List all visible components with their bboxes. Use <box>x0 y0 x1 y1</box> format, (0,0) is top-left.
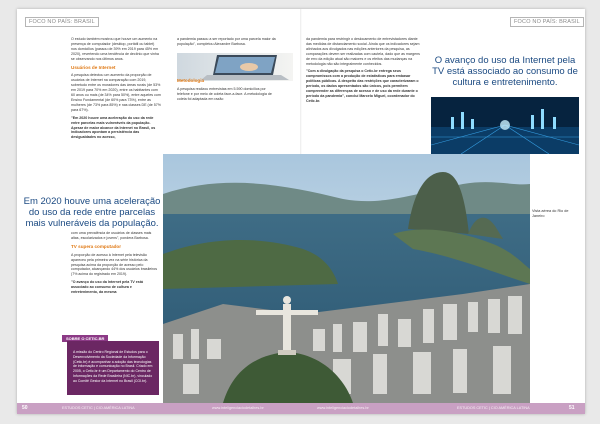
right-pull-quote: O avanço do uso da Internet pela TV está associado ao consumo de cultura e entretenimento. <box>432 55 578 88</box>
left-footer-url: www.inteligenciaciodetalhes.br <box>212 406 264 410</box>
col3-quote-paragraph: "Com a divulgação da pesquisa o Cetic.br entrega seus compromissos com a produção de estatísticas para embasar políticas públicas. A despeito das restrições que caracterizaram o período, os dados apresentados são únicos, pois permitem compreender as diferenças de acesso e de uso da rede durante o período da pandemia", concluí Marcelo Miguel, coordenador do Cetic.br. <box>306 69 419 103</box>
left-page-number: 50 <box>22 405 28 411</box>
right-footer-publication: ESTUDOS CETIC | CIO AMÉRICA LATINA <box>457 406 530 410</box>
col3-paragraph: da pandemia para restringir o deslocamento de entrevistadores diante das medidas de distanciamento social. Ainda que os indicadores sejam alinhados aos divulgados nas edições anteriores da pesquisa, as comparações devem ser realizadas com cautela, dado que as margens de erro da edição atual são maiores e os efeitos das mudanças na metodologia não são integralmente conhecidos. <box>306 37 420 66</box>
right-page-number: 51 <box>569 405 575 411</box>
col2-paragraph: A pesquisa realizou entrevistas em 5.590 domicílios por telefone e por meio de coleta face-a-face. A metodologia de coleta foi adaptada em razão <box>177 86 272 101</box>
right-footer-url: www.inteligenciaciodetalhes.br <box>317 406 369 410</box>
left-section-tag: FOCO NO PAÍS: BRASIL <box>25 17 99 27</box>
photo-caption: Vista aérea do Rio de Janeiro <box>532 209 569 218</box>
heading-tv: TV supera computador <box>71 243 122 249</box>
col1b-paragraph: com uma prevalência de usuários de classes mais altas, escolarizados e jovens", pondera Barbosa. <box>71 231 152 240</box>
col1b-paragraph: A proporção de acesso à Internet pela televisão apareceu pela primeira vez na série histórica da pesquisa acima da proporção de acesso pelo computador, alcançando 44% dos usuários brasileiros (7% acima do registrado em 2019). <box>71 252 158 277</box>
left-column-2b <box>177 75 277 105</box>
left-pull-quote: Em 2020 houve uma aceleração do uso da rede entre parcelas mais vulneráveis da população. <box>23 196 161 229</box>
col2-paragraph: a pandemia passou a ser reportado por uma parcela maior da população", completou Alexandre Barbosa. <box>177 37 276 46</box>
left-column-1 <box>71 37 161 143</box>
heading-usuarios: Usuários de Internet <box>71 64 116 70</box>
right-column-1 <box>306 37 421 107</box>
col1-paragraph: A pesquisa detectou um aumento da proporção de usuários de Internet na comparação com 2019, sobretudo entre os moradores das áreas rurais (de 53% em 2019 para 70% em 2020), entre os habitantes com 60 anos ou mais (de 34% para 50%), entre aqueles com Ensino Fundamental (de 60% para 73%), entre as mulheres (de 73% para 85%) e nas classes DE (de 57% para 67%). <box>71 73 161 112</box>
heading-metodologia: Metodologia <box>177 78 205 83</box>
col1-quote-paragraph: "Em 2020 houve uma aceleração do uso da rede entre parcelas mais vulneráveis da população. Apesar de maior alcance da Internet no Brasil, os indicadores apontam a persistência das desigualdades no acesso, <box>71 115 156 140</box>
sidebar-text: A missão do Centro Regional de Estudos para o Desenvolvimento da Sociedade da Informação (Cetic.br) é acompanhar a adoção das tecnologias de informação e comunicação no Brasil. Criado em 2005, o Cetic.br é um Departamento do Centro de Informações da Rede Brasileira (NIC.br), vinculado ao Comitê Gestor da Internet no Brasil (CGI.br). <box>73 350 153 383</box>
col1-paragraph: O estudo também mostrou que houve um aumento na presença de computador (desktop, portátil ou tablet) nos domicílios (passou de 39% em 2019 para 45% em 2020), revertendo uma tendência de declínio que vinha se observando nos últimos anos. <box>71 37 159 61</box>
magazine-spread <box>17 9 585 414</box>
sidebar-tag: SOBRE O CETIC.BR <box>62 335 108 342</box>
right-section-tag: FOCO NO PAÍS: BRASIL <box>510 17 584 27</box>
rio-de-janeiro-photo <box>163 154 530 403</box>
left-column-2 <box>177 37 277 50</box>
left-footer-publication: ESTUDOS CETIC | CIO AMÉRICA LATINA <box>62 406 135 410</box>
digital-network-photo <box>431 97 579 154</box>
left-column-1b <box>71 231 159 298</box>
col1b-quote-paragraph: "O avanço do uso da Internet pela TV está associado ao consumo de cultura e entretenimento, da mesma <box>71 280 143 295</box>
